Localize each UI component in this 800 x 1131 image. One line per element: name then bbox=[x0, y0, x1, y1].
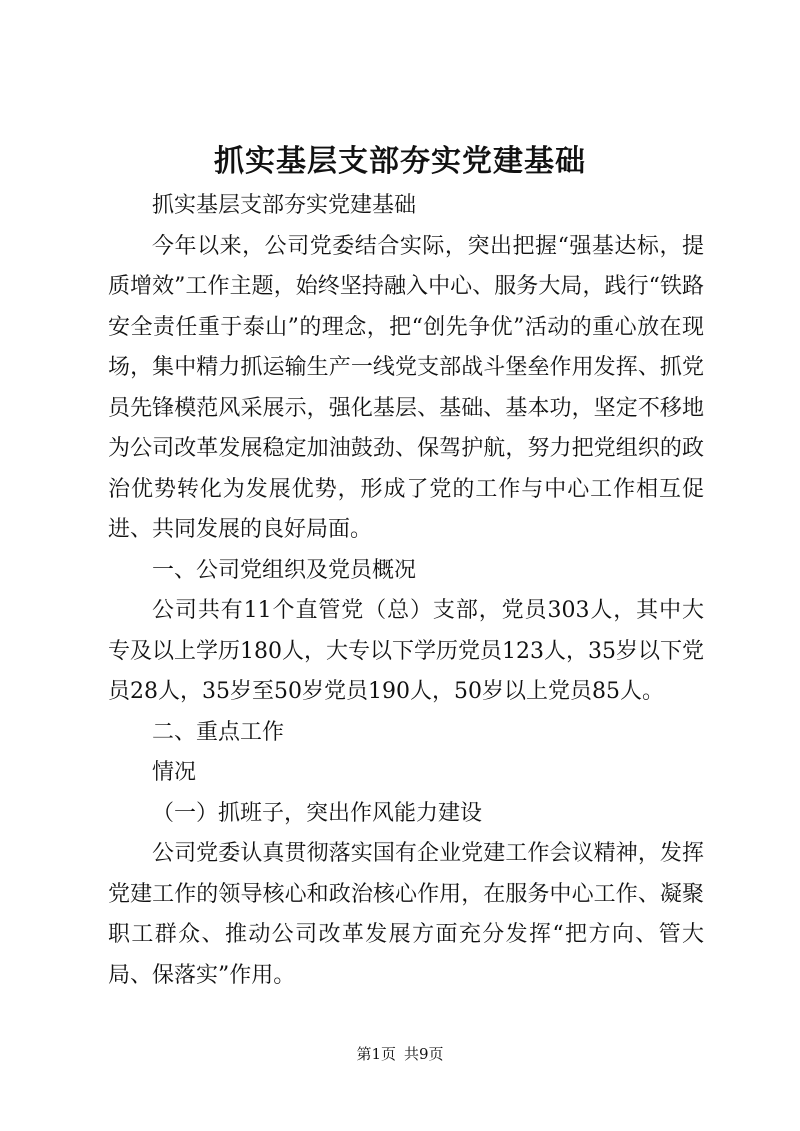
subsection-heading-leadership: （一）抓班子，突出作风能力建设 bbox=[152, 800, 483, 826]
section-heading-overview: 一、公司党组织及党员概况 bbox=[152, 557, 417, 583]
section-heading-key-work: 二、重点工作 bbox=[152, 719, 285, 745]
document-title: 抓实基层支部夯实党建基础 bbox=[214, 144, 586, 179]
paragraph-situation: 情况 bbox=[152, 760, 197, 785]
page-footer bbox=[0, 1044, 800, 1064]
page-number: 第1页 bbox=[356, 1045, 396, 1063]
paragraph-subtitle: 抓实基层支部夯实党建基础 bbox=[152, 193, 417, 218]
page-total: 共9页 bbox=[404, 1045, 444, 1063]
document-body bbox=[108, 186, 704, 996]
paragraph-leadership: 公司党委认真贯彻落实国有企业党建工作会议精神，发挥党建工作的领导核心和政治核心作用，在服务中心工作、凝聚职工群众、推动公司改革发展方面充分发挥“把方向、管大局、保落实”作用。 bbox=[108, 841, 704, 988]
paragraph-overview: 公司共有11个直管党（总）支部，党员303人，其中大专及以上学历180人，大专以下学历党员123人，35岁以下党员28人，35岁至50岁党员190人，50岁以上党员85人。 bbox=[108, 598, 704, 704]
paragraph-intro: 今年以来，公司党委结合实际，突出把握“强基达标，提质增效”工作主题，始终坚持融入中心、服务大局，践行“铁路安全责任重于泰山”的理念，把“创先争优”活动的重心放在现场，集中精力抓运输生产一线党支部战斗堡垒作用发挥、抓党员先锋模范风采展示，强化基层、基础、基本功，坚定不移地为公司改革发展稳定加油鼓劲、保驾护航，努力把党组织的政治优势转化为发展优势，形成了党的工作与中心工作相互促进、共同发展的良好局面。 bbox=[108, 233, 704, 542]
